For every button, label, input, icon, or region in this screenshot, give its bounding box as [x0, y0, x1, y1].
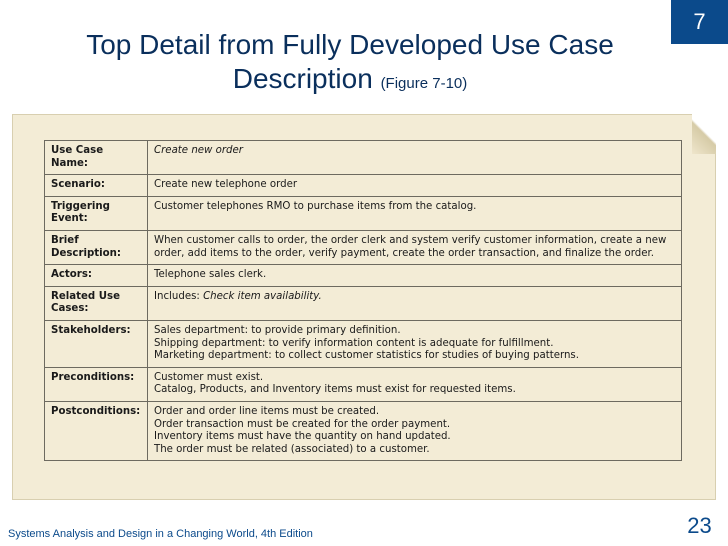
row-value: Telephone sales clerk.	[148, 265, 682, 287]
row-label: Brief Description:	[45, 230, 148, 264]
row-label: Preconditions:	[45, 367, 148, 401]
row-value	[148, 286, 682, 320]
page-number: 23	[687, 513, 712, 538]
value-line: Shipping department: to verify information content is adequate for fulfillment.	[154, 337, 554, 349]
row-label: Stakeholders:	[45, 320, 148, 367]
page-curl-decoration	[692, 114, 716, 154]
chapter-number-badge: 7	[671, 0, 728, 44]
use-case-table	[44, 140, 682, 461]
row-value	[148, 367, 682, 401]
figure-reference: (Figure 7-10)	[380, 75, 468, 92]
table-row	[45, 175, 682, 197]
row-label: Scenario:	[45, 175, 148, 197]
title-line-2-wrap	[30, 62, 670, 101]
row-value	[148, 320, 682, 367]
value-line: Customer must exist.	[154, 371, 264, 383]
row-label: Use Case Name:	[45, 141, 148, 175]
row-label: Postconditions:	[45, 401, 148, 460]
figure-image	[12, 114, 716, 500]
row-label: Triggering Event:	[45, 196, 148, 230]
value-line: Order transaction must be created for the order payment.	[154, 418, 451, 430]
table-row	[45, 320, 682, 367]
table-row	[45, 367, 682, 401]
value-line: Catalog, Products, and Inventory items must exist for requested items.	[154, 384, 516, 396]
table-row	[45, 265, 682, 287]
slide-title	[30, 28, 670, 101]
title-line-1: Top Detail from Fully Developed Use Case	[86, 29, 614, 60]
footer-text: Systems Analysis and Design in a Changing World, 4th Edition	[8, 528, 313, 540]
value-line: Marketing department: to collect customer statistics for studies of buying patterns.	[154, 350, 579, 362]
value-line: Create new order	[154, 145, 243, 156]
table-row	[45, 230, 682, 264]
value-line: The order must be related (associated) to a customer.	[154, 443, 430, 455]
value-line: Order and order line items must be created.	[154, 405, 380, 417]
footer-divider	[0, 504, 728, 505]
row-label: Actors:	[45, 265, 148, 287]
table-row	[45, 141, 682, 175]
table-row	[45, 401, 682, 460]
row-value: When customer calls to order, the order clerk and system verify customer information, create a new order, add items to the order, verify payment, create the order transaction, and finalize the order.	[148, 230, 682, 264]
row-value	[148, 141, 682, 175]
value-line: Sales department: to provide primary definition.	[154, 324, 401, 336]
value-line: Inventory items must have the quantity on hand updated.	[154, 431, 451, 443]
row-value: Create new telephone order	[148, 175, 682, 197]
row-value: Customer telephones RMO to purchase items from the catalog.	[148, 196, 682, 230]
title-line-2: Description	[232, 63, 373, 94]
table-row	[45, 196, 682, 230]
value-italic: Check item availability.	[203, 290, 322, 302]
row-value	[148, 401, 682, 460]
row-label: Related Use Cases:	[45, 286, 148, 320]
table-row	[45, 286, 682, 320]
value-prefix: Includes:	[154, 290, 204, 302]
